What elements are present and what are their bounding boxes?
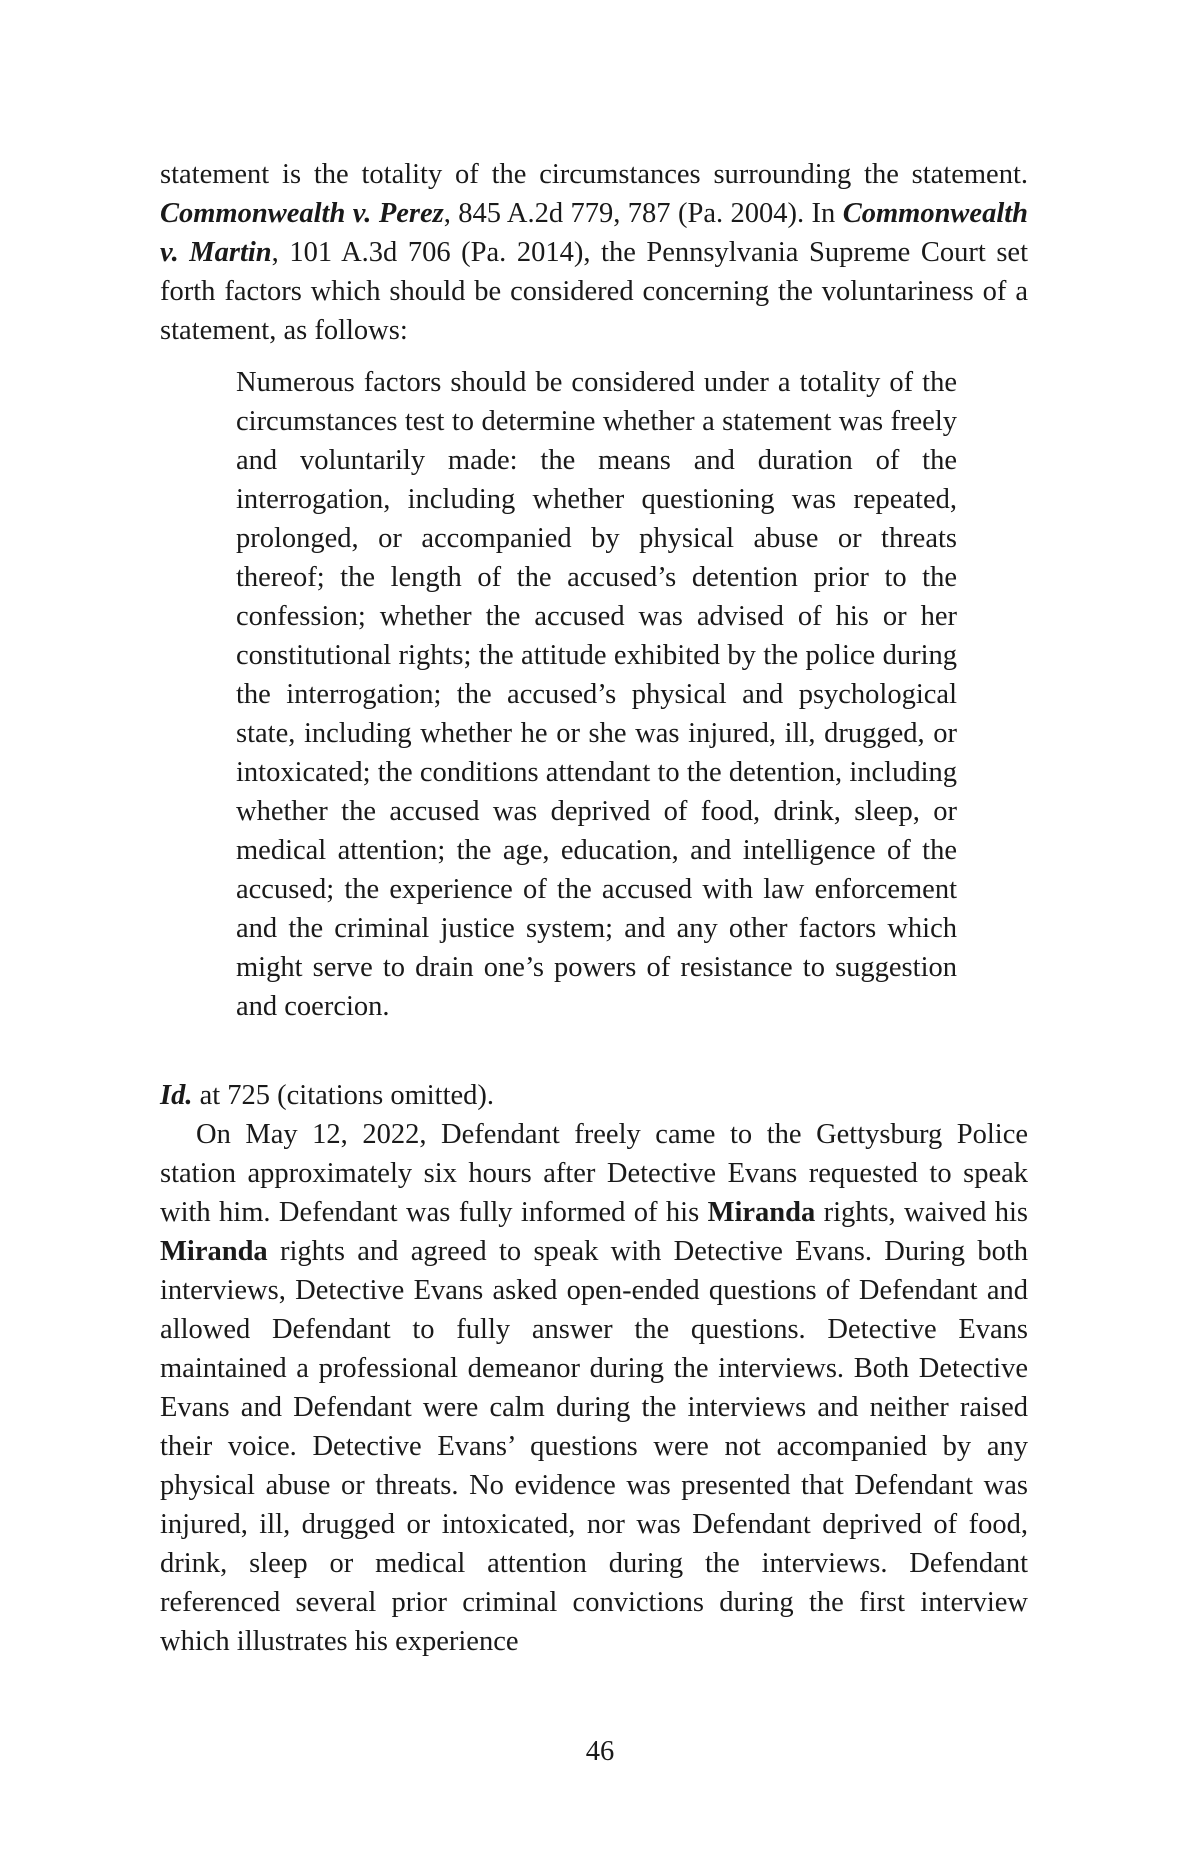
paragraph-text: On May 12, 2022, Defendant freely came to the Gettysburg Police station approximately six hours after Detective Evans requested to speak with him. Defendant was fully informed of his xyxy=(160,1119,1028,1228)
case-citation: Commonwealth v. Perez xyxy=(160,198,444,229)
miranda-term: Miranda xyxy=(160,1236,268,1267)
opening-paragraph xyxy=(160,155,1028,350)
paragraph-text: rights, waived his xyxy=(815,1197,1029,1228)
paragraph-text: statement is the totality of the circumstances surrounding the statement. xyxy=(160,159,1028,190)
findings-paragraph xyxy=(160,1115,1028,1661)
paragraph-text: , 101 A.3d 706 (Pa. 2014), the Pennsylvania Supreme Court set forth factors which should be considered concerning the voluntariness of a statement, as follows: xyxy=(160,237,1028,346)
block-quote: Numerous factors should be considered under a totality of the circumstances test to determine whether a statement was freely and voluntarily made: the means and duration of the interrogation, including whether questioning was repeated, prolonged, or accompanied by physical abuse or threats thereof; the length of the accused’s detention prior to the confession; whether the accused was advised of his or her constitutional rights; the attitude exhibited by the police during the interrogation; the accused’s physical and psychological state, including whether he or she was injured, ill, drugged, or intoxicated; the conditions attendant to the detention, including whether the accused was deprived of food, drink, sleep, or medical attention; the age, education, and intelligence of the accused; the experience of the accused with law enforcement and the criminal justice system; and any other factors which might serve to drain one’s powers of resistance to suggestion and coercion. xyxy=(236,367,957,1022)
quote-citation xyxy=(160,1076,494,1115)
page-number: 46 xyxy=(585,1736,615,1767)
miranda-term: Miranda xyxy=(707,1197,816,1228)
id-reference: Id. xyxy=(160,1080,193,1111)
citation-text: at 725 (citations omitted). xyxy=(192,1080,495,1111)
case-citation: Commonwealth v. Martin xyxy=(160,198,1029,268)
paragraph-text: rights and agreed to speak with Detective Evans. During both interviews, Detective Evans asked open-ended questions of Defendant and allowed Defendant to fully answer the questions. Detective Evans maintained a professional demeanor during the interviews. Both Detective Evans and Defendant were calm during the interviews and neither raised their voice. Detective Evans’ questions were not accompanied by any physical abuse or threats. No evidence was presented that Defendant was injured, ill, drugged or intoxicated, nor was Defendant deprived of food, drink, sleep or medical attention during the interviews. Defendant referenced several prior criminal convictions during the first interview which illustrates his experience xyxy=(160,1236,1028,1657)
paragraph-text: , 845 A.2d 779, 787 (Pa. 2004). In xyxy=(443,198,843,229)
